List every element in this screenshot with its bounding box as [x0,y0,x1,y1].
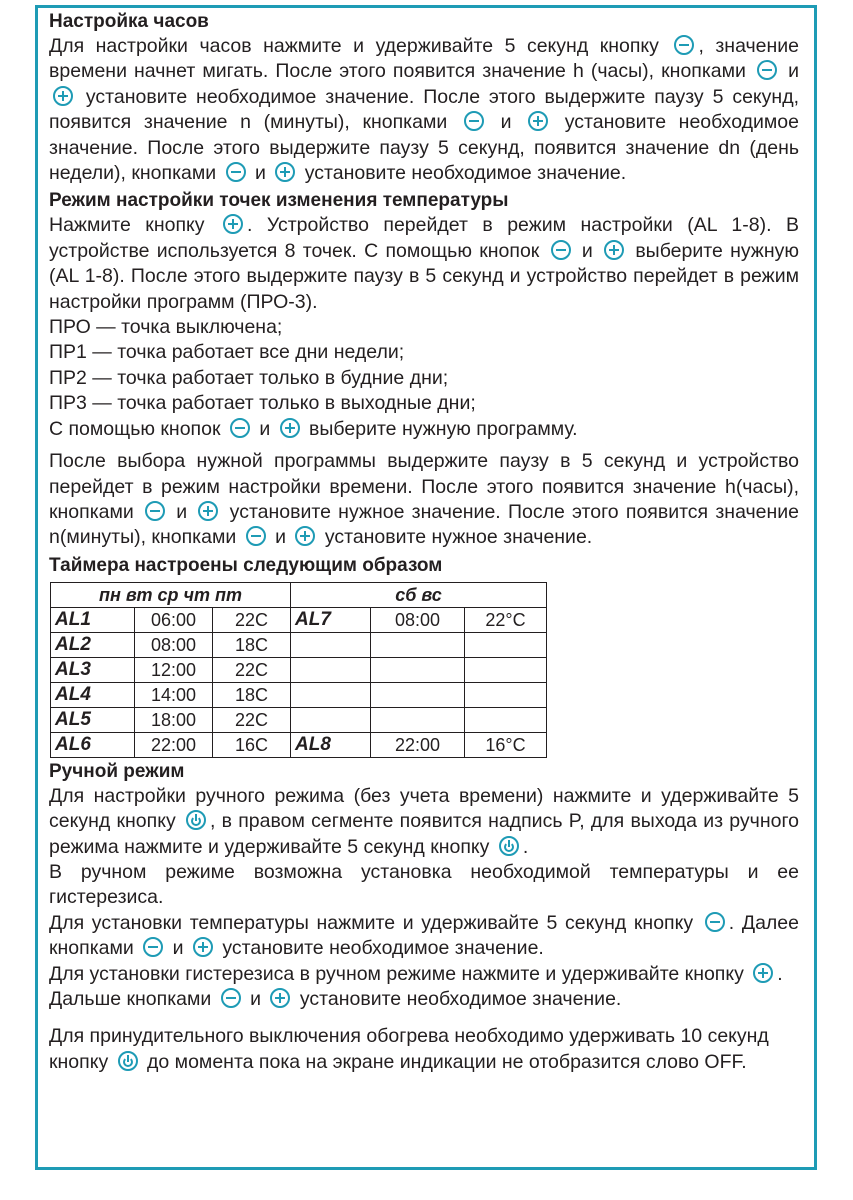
timer-label: AL2 [51,632,135,657]
table-row [51,657,547,682]
weekdays-header: пн вт ср чт пт [51,582,291,607]
weekend-timer-label: AL8 [291,732,371,757]
timer-label: AL3 [51,657,135,682]
minus-button-icon [246,526,266,546]
minus-button-icon [230,418,250,438]
plus-button-icon [280,418,300,438]
paragraph-points-intro: Нажмите кнопку . Устройство перейдет в режим настройки (AL 1-8). В устройстве используется 8 точек. С помощью кнопок и выберите нужную (AL 1-8). После этого выдержите паузу в 5 секунд и устройство перейдет в режим настройки программ (ПРО-3). [49,214,799,313]
minus-button-icon [145,501,165,521]
table-row [51,682,547,707]
plus-button-icon [275,162,295,182]
paragraph-manual-temperature: Для установки температуры нажмите и удерживайте 5 секунд кнопку . Далее кнопками и установите необходимое значение. [49,911,799,960]
plus-button-icon [528,111,548,131]
timer-temp: 22C [213,707,291,732]
plus-button-icon [295,526,315,546]
manual-page [49,10,799,1075]
power-button-icon [186,810,206,830]
minus-button-icon [143,937,163,957]
plus-button-icon [270,988,290,1008]
weekend-timer-label: AL7 [291,607,371,632]
weekend-timer-time [371,632,465,657]
minus-button-icon [705,912,725,932]
timer-time: 06:00 [135,607,213,632]
weekend-timer-label [291,682,371,707]
timer-temp: 18C [213,632,291,657]
minus-button-icon [226,162,246,182]
power-button-icon [118,1051,138,1071]
timer-temp: 18C [213,682,291,707]
weekend-timer-temp [465,657,547,682]
minus-button-icon [464,111,484,131]
paragraph-manual-intro: Для настройки ручного режима (без учета времени) нажмите и удерживайте 5 секунд кнопку , в правом сегменте появится надпись P, для выхода из ручного режима нажмите и удерживайте 5 секунд кнопку . [49,784,799,858]
program-item: ПР2 — точка работает только в будние дни; [49,366,449,389]
table-row [51,632,547,657]
paragraph-manual-next: Дальше кнопками и установите необходимое значение. [49,987,622,1010]
power-button-icon [499,836,519,856]
weekend-timer-time [371,682,465,707]
timer-label: AL4 [51,682,135,707]
weekend-timer-time: 22:00 [371,732,465,757]
heading-temperature-points: Режим настройки точек изменения температуры [49,190,509,212]
plus-button-icon [753,963,773,983]
plus-button-icon [198,501,218,521]
plus-button-icon [604,240,624,260]
program-item: ПРО — точка выключена; [49,316,283,339]
table-header-row [51,582,547,607]
table-row [51,732,547,757]
timer-temp: 22C [213,607,291,632]
paragraph-forced-off: Для принудительного выключения обогрева необходимо удерживать 10 секунд кнопку до момента пока на экране индикации не отобразится слово OFF. [49,1025,769,1073]
plus-button-icon [193,937,213,957]
paragraph-choose-program: С помощью кнопок и выберите нужную программу. [49,417,578,440]
heading-clock-setup: Настройка часов [49,11,209,32]
table-row [51,607,547,632]
timer-time: 12:00 [135,657,213,682]
timer-label: AL6 [51,732,135,757]
weekend-timer-temp [465,632,547,657]
timers-table [50,582,547,758]
weekend-timer-temp: 22°C [465,607,547,632]
timer-label: AL1 [51,607,135,632]
weekend-timer-label [291,632,371,657]
weekend-timer-time [371,707,465,732]
timer-time: 22:00 [135,732,213,757]
paragraph-manual-hysteresis: Для установки гистерезиса в ручном режиме нажмите и удерживайте кнопку . [49,962,783,985]
weekend-timer-label [291,657,371,682]
table-row [51,707,547,732]
weekend-header: сб вс [291,582,547,607]
minus-button-icon [757,60,777,80]
weekend-timer-time [371,657,465,682]
program-item: ПР1 — точка работает все дни недели; [49,341,405,364]
heading-manual-mode: Ручной режим [49,760,185,782]
plus-button-icon [223,214,243,234]
minus-button-icon [221,988,241,1008]
weekend-timer-label [291,707,371,732]
weekend-timer-temp [465,682,547,707]
timer-time: 08:00 [135,632,213,657]
weekend-timer-time: 08:00 [371,607,465,632]
minus-button-icon [674,35,694,55]
paragraph-time-setup: После выбора нужной программы выдержите паузу в 5 секунд и устройство перейдет в режим настройки времени. После этого появится значение h(часы), кнопками и установите нужное значение. После этого появится значение n(минуты), кнопками и установите нужное значение. [49,450,799,549]
heading-timers: Таймера настроены следующим образом [49,554,443,576]
timer-time: 14:00 [135,682,213,707]
program-item: ПР3 — точка работает только в выходные дни; [49,392,476,415]
timer-temp: 22C [213,657,291,682]
weekend-timer-temp: 16°C [465,732,547,757]
timer-time: 18:00 [135,707,213,732]
minus-button-icon [551,240,571,260]
paragraph-manual-hysteresis-info: В ручном режиме возможна установка необходимой температуры и ее гистерезиса. [49,860,799,909]
timer-label: AL5 [51,707,135,732]
timer-temp: 16C [213,732,291,757]
weekend-timer-temp [465,707,547,732]
plus-button-icon [53,86,73,106]
paragraph-clock-setup: Для настройки часов нажмите и удерживайте 5 секунд кнопку , значение времени начнет мигать. После этого появится значение h (часы), кнопками и установите необходимое значение. После этого выдержите паузу 5 секунд, появится значение n (минуты), кнопками и установите необходимое значение. После этого выдержите паузу 5 секунд, появится значение dn (день недели), кнопками и установите необходимое значение. [49,35,800,185]
